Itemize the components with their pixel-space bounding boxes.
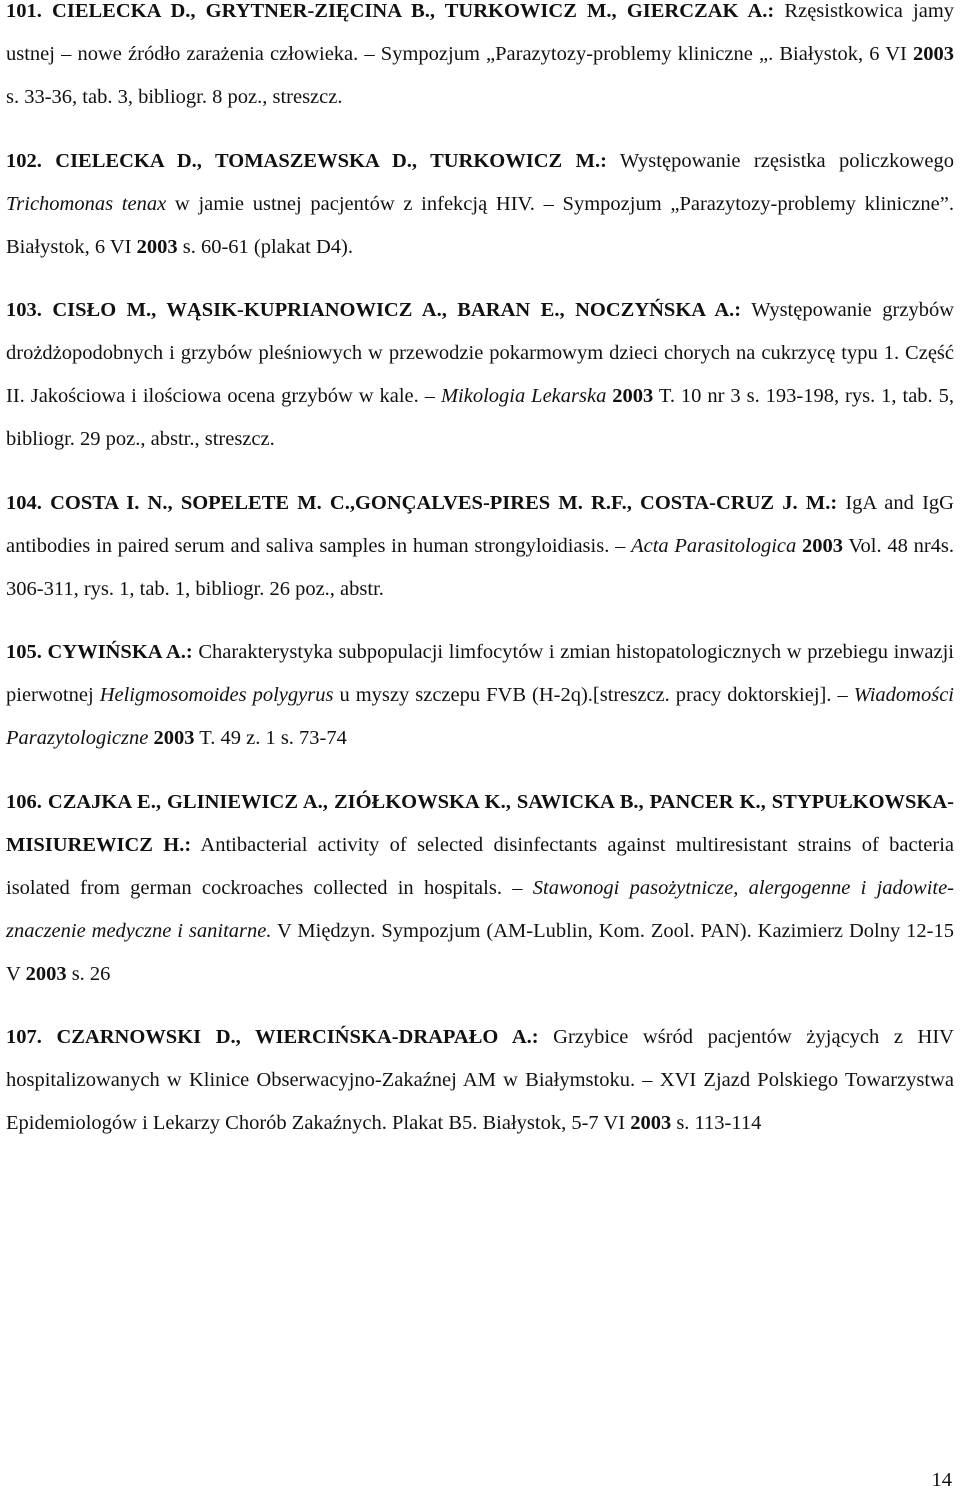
entry-year: 2003 (25, 962, 67, 985)
entry-journal: Stawonogi pasożytnicze, alergogenne i jadowite-znaczenie medyczne i sanitarne. (6, 876, 955, 942)
entry-authors: CYWIŃSKA A.: (47, 641, 193, 663)
bibliography-entry-105 (6, 631, 954, 760)
entry-dash: – (609, 534, 632, 557)
entry-dash: – (501, 876, 533, 899)
entry-details: Vol. 48 nr4s. 306-311, rys. 1, tab. 1, bibliogr. 26 poz., abstr. (6, 534, 955, 600)
entry-number: 105. (6, 641, 42, 663)
entry-details: T. 10 nr 3 s. 193-198, rys. 1, tab. 5, bibliogr. 29 poz., abstr., streszcz. (6, 385, 955, 450)
bibliography-page (6, 0, 954, 1166)
entry-title-end: u myszy szczepu FVB (H-2q).[streszcz. pracy doktorskiej]. (333, 684, 832, 706)
entry-dash: – (418, 385, 441, 407)
entry-authors: CIELECKA D., GRYTNER-ZIĘCINA B., TURKOWICZ M., GIERCZAK A.: (52, 0, 775, 22)
entry-year: 2003 (802, 534, 843, 557)
entry-details: T. 49 z. 1 s. 73-74 (194, 727, 347, 749)
entry-year: 2003 (153, 727, 195, 749)
entry-number: 104. (6, 491, 42, 514)
entry-number: 107. (6, 1026, 42, 1048)
bibliography-entry-106 (6, 781, 954, 996)
entry-title: Rzęsistkowica jamy ustnej – nowe źródło zarażenia człowieka. (6, 0, 955, 65)
entry-title-end: w jamie ustnej pacjentów z infekcją HIV. (166, 192, 535, 215)
entry-authors: CIELECKA D., TOMASZEWSKA D., TURKOWICZ M.: (55, 149, 607, 172)
entry-details: s. 60-61 (plakat D4). (177, 235, 353, 258)
entry-title: Antibacterial activity of selected disinfectants against multiresistant strains of bacteria isolated from german cockroaches collected in hospitals. (6, 833, 954, 899)
entry-authors: CZAJKA E., GLINIEWICZ A., ZIÓŁKOWSKA K., SAWICKA B., PANCER K., STYPUŁKOWSKA-MISIUREWICZ H.: (6, 790, 954, 856)
entry-title: Występowanie grzybów drożdżopodobnych i grzybów pleśniowych w przewodzie pokarmowym dzieci chorych na cukrzycę typu 1. Część II. Jakościowa i ilościowa ocena grzybów w kale. (6, 299, 955, 407)
entry-year: 2003 (136, 235, 178, 258)
entry-title-start: Występowanie rzęsistka policzkowego (606, 149, 954, 172)
entry-dash: – (831, 684, 854, 706)
entry-source: XVI Zjazd Polskiego Towarzystwa Epidemiologów i Lekarzy Chorób Zakaźnych. Plakat B5. Białystok, 5-7 VI (6, 1069, 955, 1134)
entry-title: Grzybice wśród pacjentów żyjących z HIV hospitalizowanych w Klinice Obserwacyjno-Zakaźnej AM w Białymstoku. (6, 1026, 954, 1091)
entry-number: 102. (6, 149, 42, 172)
entry-dash: – (635, 1069, 660, 1091)
entry-year: 2003 (913, 43, 954, 65)
entry-number: 106. (6, 790, 42, 813)
entry-details: s. 113-114 (671, 1112, 762, 1134)
entry-number: 103. (6, 299, 42, 321)
entry-authors: CZARNOWSKI D., WIERCIŃSKA-DRAPAŁO A.: (56, 1026, 539, 1048)
bibliography-entry-104 (6, 482, 954, 611)
entry-authors: CISŁO M., WĄSIK-KUPRIANOWICZ A., BARAN E., NOCZYŃSKA A.: (52, 299, 742, 321)
entry-dash: – (534, 192, 563, 215)
entry-source: V Międzyn. Sympozjum (AM-Lublin, Kom. Zool. PAN). Kazimierz Dolny 12-15 V (6, 919, 954, 985)
bibliography-entry-101 (6, 0, 954, 119)
entry-source: Sympozjum „Parazytozy-problemy kliniczne „. Białystok, 6 VI (380, 43, 913, 65)
entry-journal: Mikologia Lekarska (440, 385, 607, 407)
entry-journal: Acta Parasitologica (631, 534, 797, 557)
entry-dash: – (358, 43, 381, 65)
entry-journal: Wiadomości Parazytologiczne (6, 684, 954, 749)
entry-authors: COSTA I. N., SOPELETE M. C.,GONÇALVES-PIRES M. R.F., COSTA-CRUZ J. M.: (50, 491, 838, 514)
bibliography-entry-107 (6, 1016, 954, 1145)
bibliography-entry-103 (6, 289, 954, 461)
bibliography-entry-102 (6, 140, 954, 269)
entry-title-start: Charakterystyka subpopulacji limfocytów i zmian histopatologicznych w przebiegu inwazji pierwotnej (6, 641, 954, 706)
entry-details: s. 26 (66, 962, 111, 985)
entry-details: s. 33-36, tab. 3, bibliogr. 8 poz., streszcz. (6, 86, 343, 108)
page-number: 14 (931, 1469, 952, 1491)
entry-year: 2003 (612, 385, 654, 407)
entry-number: 101. (6, 0, 42, 22)
entry-species-name: Heligmosomoides polygyrus (99, 684, 334, 706)
entry-year: 2003 (630, 1112, 672, 1134)
entry-source: Sympozjum „Parazytozy-problemy kliniczne”. Białystok, 6 VI (6, 192, 954, 258)
entry-species-name: Trichomonas tenax (6, 192, 167, 215)
entry-title: IgA and IgG antibodies in paired serum and saliva samples in human strongyloidiasis. (6, 491, 954, 557)
